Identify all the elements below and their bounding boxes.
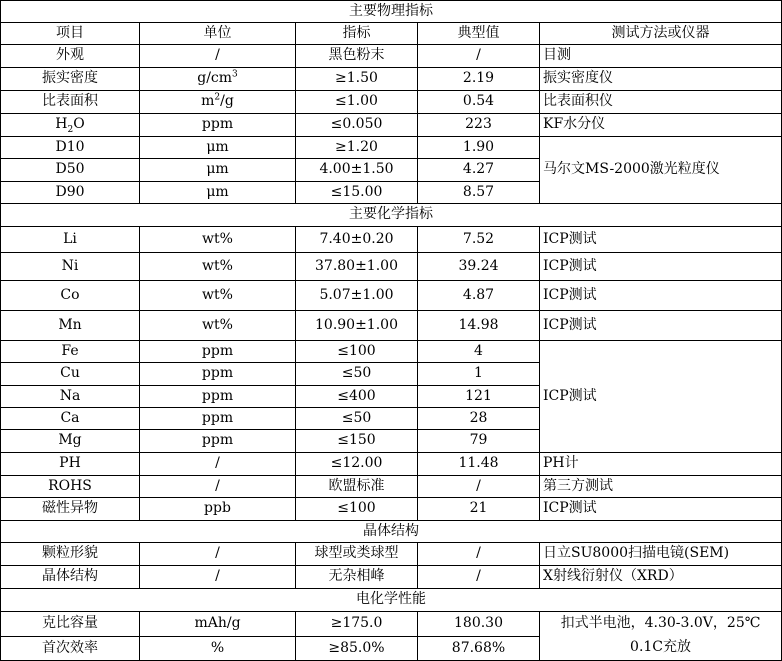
cell-method: ICP测试 [540, 498, 782, 521]
cell-spec: ≥175.0 [296, 612, 418, 637]
cell-unit: / [140, 476, 296, 498]
table-row-capacity [1, 612, 782, 637]
table-row-bet [1, 91, 782, 114]
cell-typical: / [418, 543, 540, 566]
header-row [1, 23, 782, 45]
cell-typical: 8.57 [418, 182, 540, 204]
unit-superscript: 3 [232, 69, 238, 80]
cell-spec: ≤150 [296, 430, 418, 453]
header-item: 项目 [1, 23, 140, 45]
cell-method: 比表面积仪 [540, 91, 782, 114]
cell-unit: wt% [140, 253, 296, 281]
table-row-rohs [1, 476, 782, 498]
cell-typical: 79 [418, 430, 540, 453]
cell-item: 外观 [1, 45, 140, 68]
cell-unit: / [140, 453, 296, 476]
cell-unit: μm [140, 159, 296, 182]
cell-method: ICP测试 [540, 227, 782, 253]
cell-item: D90 [1, 182, 140, 204]
cell-typical: 21 [418, 498, 540, 521]
cell-spec: 球型或类球型 [296, 543, 418, 566]
cell-typical: 7.52 [418, 227, 540, 253]
cell-spec: 7.40±0.20 [296, 227, 418, 253]
cell-typical: 87.68% [418, 636, 540, 660]
cell-typical: 121 [418, 386, 540, 408]
cell-unit: ppm [140, 386, 296, 408]
table-row-ph [1, 453, 782, 476]
cell-spec: 4.00±1.50 [296, 159, 418, 182]
header-method: 测试方法或仪器 [540, 23, 782, 45]
table-row-fe [1, 341, 782, 363]
table-row-li [1, 227, 782, 253]
table-row-mn [1, 311, 782, 341]
cell-method: 振实密度仪 [540, 68, 782, 91]
method-line-2: 0.1C充放 [630, 638, 692, 655]
cell-item: 晶体结构 [1, 566, 140, 589]
cell-typical: 223 [418, 114, 540, 137]
cell-method: X射线衍射仪（XRD） [540, 566, 782, 589]
cell-item: Mn [1, 311, 140, 341]
section-title-physical: 主要物理指标 [1, 1, 782, 23]
cell-method: 日立SU8000扫描电镜(SEM) [540, 543, 782, 566]
cell-spec: ≤0.050 [296, 114, 418, 137]
section-title-crystal: 晶体结构 [1, 521, 782, 543]
cell-method: 第三方测试 [540, 476, 782, 498]
cell-method: ICP测试 [540, 253, 782, 281]
cell-spec: ≤15.00 [296, 182, 418, 204]
cell-spec: 37.80±1.00 [296, 253, 418, 281]
cell-typical: / [418, 45, 540, 68]
unit-superscript: 2 [214, 92, 221, 103]
cell-spec: 无杂相峰 [296, 566, 418, 589]
cell-method: ICP测试 [540, 281, 782, 311]
unit-base: g/cm [197, 70, 233, 87]
cell-unit: μm [140, 137, 296, 159]
table-row-h2o [1, 114, 782, 137]
cell-typical: 28 [418, 408, 540, 430]
cell-method: KF水分仪 [540, 114, 782, 137]
unit-tail: /g [220, 93, 234, 110]
cell-item: 克比容量 [1, 612, 140, 637]
cell-typical: / [418, 476, 540, 498]
table-row-magnetic [1, 498, 782, 521]
cell-item: PH [1, 453, 140, 476]
cell-unit: mAh/g [140, 612, 296, 637]
cell-typical: 2.19 [418, 68, 540, 91]
table-row-tap-density [1, 68, 782, 91]
cell-spec: 5.07±1.00 [296, 281, 418, 311]
cell-unit: ppm [140, 408, 296, 430]
cell-typical: 0.54 [418, 91, 540, 114]
cell-unit: % [140, 636, 296, 660]
cell-item: Na [1, 386, 140, 408]
cell-unit: ppm [140, 363, 296, 386]
cell-spec: ≤50 [296, 363, 418, 386]
table-row-crystal-structure [1, 566, 782, 589]
cell-spec: ≥85.0% [296, 636, 418, 660]
cell-item: 首次效率 [1, 636, 140, 660]
cell-typical: 4.27 [418, 159, 540, 182]
cell-unit: / [140, 45, 296, 68]
cell-item: Ni [1, 253, 140, 281]
cell-typical: 4 [418, 341, 540, 363]
cell-typical: / [418, 566, 540, 589]
cell-item [1, 114, 140, 137]
cell-spec: ≤1.00 [296, 91, 418, 114]
cell-spec: 欧盟标准 [296, 476, 418, 498]
cell-unit: ppm [140, 430, 296, 453]
cell-method: ICP测试 [540, 311, 782, 341]
section-title-chemical: 主要化学指标 [1, 204, 782, 227]
section-row-crystal [1, 521, 782, 543]
cell-item: D50 [1, 159, 140, 182]
cell-item: ROHS [1, 476, 140, 498]
cell-unit: ppm [140, 341, 296, 363]
cell-unit [140, 91, 296, 114]
cell-item: 磁性异物 [1, 498, 140, 521]
cell-unit: / [140, 566, 296, 589]
table-row-d10 [1, 137, 782, 159]
formula-part: H [55, 116, 68, 133]
cell-item: Li [1, 227, 140, 253]
cell-unit: wt% [140, 311, 296, 341]
cell-spec: ≤100 [296, 341, 418, 363]
header-spec: 指标 [296, 23, 418, 45]
cell-spec: ≤12.00 [296, 453, 418, 476]
method-line-1: 扣式半电池，4.30-3.0V，25℃ [560, 615, 761, 631]
cell-unit: μm [140, 182, 296, 204]
formula-part: O [73, 116, 85, 133]
header-typical: 典型值 [418, 23, 540, 45]
cell-item: Co [1, 281, 140, 311]
formula-subscript: 2 [67, 125, 74, 136]
cell-unit [140, 68, 296, 91]
cell-item: Ca [1, 408, 140, 430]
unit-base: m [201, 93, 215, 110]
cell-method-psd: 马尔文MS-2000激光粒度仪 [540, 137, 782, 204]
cell-unit: / [140, 543, 296, 566]
section-row-electro [1, 589, 782, 612]
cell-typical: 39.24 [418, 253, 540, 281]
cell-spec: ≤400 [296, 386, 418, 408]
table-row-co [1, 281, 782, 311]
cell-typical: 11.48 [418, 453, 540, 476]
cell-item: Cu [1, 363, 140, 386]
cell-method-electro [540, 612, 782, 661]
cell-method: 目测 [540, 45, 782, 68]
cell-unit: ppb [140, 498, 296, 521]
section-row-physical [1, 1, 782, 23]
cell-spec: 10.90±1.00 [296, 311, 418, 341]
cell-unit: wt% [140, 227, 296, 253]
cell-typical: 1.90 [418, 137, 540, 159]
cell-spec: ≤50 [296, 408, 418, 430]
cell-item: 颗粒形貌 [1, 543, 140, 566]
section-row-chemical [1, 204, 782, 227]
table-row-appearance [1, 45, 782, 68]
cell-item: 比表面积 [1, 91, 140, 114]
cell-typical: 14.98 [418, 311, 540, 341]
cell-method-impurity: ICP测试 [540, 341, 782, 453]
cell-method: PH计 [540, 453, 782, 476]
cell-typical: 1 [418, 363, 540, 386]
cell-spec: ≥1.50 [296, 68, 418, 91]
cell-typical: 180.30 [418, 612, 540, 637]
table-row-ni [1, 253, 782, 281]
cell-unit: wt% [140, 281, 296, 311]
cell-item: Mg [1, 430, 140, 453]
header-unit: 单位 [140, 23, 296, 45]
cell-spec: ≤100 [296, 498, 418, 521]
table-row-morphology [1, 543, 782, 566]
cell-item: D10 [1, 137, 140, 159]
section-title-electro: 电化学性能 [1, 589, 782, 612]
cell-item: 振实密度 [1, 68, 140, 91]
cell-spec: 黑色粉末 [296, 45, 418, 68]
cell-typical: 4.87 [418, 281, 540, 311]
cell-spec: ≥1.20 [296, 137, 418, 159]
cell-unit: ppm [140, 114, 296, 137]
cell-item: Fe [1, 341, 140, 363]
